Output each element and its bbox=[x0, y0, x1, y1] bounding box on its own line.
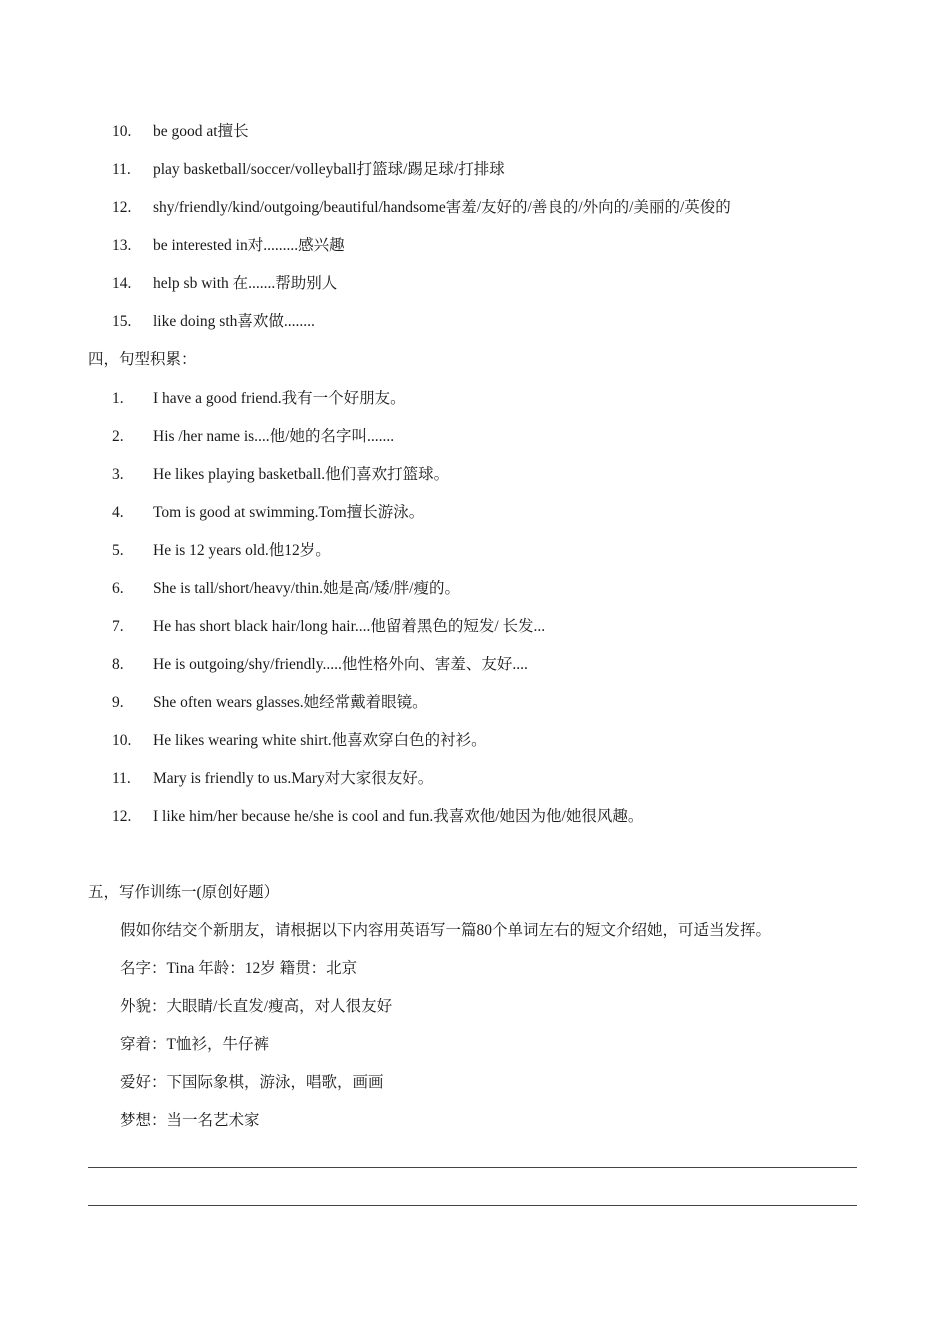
item-number: 1. bbox=[112, 390, 124, 407]
item-text: Mary is friendly to us.Mary对大家很友好。 bbox=[153, 770, 434, 787]
item-text: I like him/her because he/she is cool and fun.我喜欢他/她因为他/她很风趣。 bbox=[153, 808, 644, 825]
item-number: 7. bbox=[112, 618, 124, 635]
detail-dream: 梦想：当一名艺术家 bbox=[120, 1112, 260, 1129]
item-text: I have a good friend.我有一个好朋友。 bbox=[153, 390, 406, 407]
detail-appearance: 外貌：大眼睛/长直发/瘦高，对人很友好 bbox=[120, 998, 393, 1015]
answer-line[interactable] bbox=[88, 1205, 857, 1206]
item-text: Tom is good at swimming.Tom擅长游泳。 bbox=[153, 504, 425, 521]
item-text: be interested in对.........感兴趣 bbox=[153, 237, 345, 254]
item-number: 6. bbox=[112, 580, 124, 597]
item-number: 10. bbox=[112, 123, 132, 140]
item-number: 12. bbox=[112, 808, 132, 825]
item-number: 2. bbox=[112, 428, 124, 445]
item-text: like doing sth喜欢做........ bbox=[153, 313, 315, 330]
item-number: 10. bbox=[112, 732, 132, 749]
item-number: 12. bbox=[112, 199, 132, 216]
item-text: He is outgoing/shy/friendly.....他性格外向、害羞、友好.... bbox=[153, 656, 528, 673]
section-heading: 五，写作训练一(原创好题） bbox=[88, 884, 280, 901]
item-text: She is tall/short/heavy/thin.她是高/矮/胖/瘦的。 bbox=[153, 580, 460, 597]
item-text: help sb with 在.......帮助别人 bbox=[153, 275, 338, 292]
detail-name-age-hometown: 名字：Tina 年龄：12岁 籍贯：北京 bbox=[120, 960, 358, 977]
item-number: 14. bbox=[112, 275, 132, 292]
item-text: play basketball/soccer/volleyball打篮球/踢足球/打排球 bbox=[153, 161, 505, 178]
item-text: His /her name is....他/她的名字叫....... bbox=[153, 428, 395, 445]
item-text: He likes playing basketball.他们喜欢打篮球。 bbox=[153, 466, 450, 483]
item-text: She often wears glasses.她经常戴着眼镜。 bbox=[153, 694, 428, 711]
item-number: 4. bbox=[112, 504, 124, 521]
item-number: 15. bbox=[112, 313, 132, 330]
item-text: He has short black hair/long hair....他留着黑色的短发/ 长发... bbox=[153, 618, 546, 635]
detail-hobbies: 爱好：下国际象棋，游泳，唱歌，画画 bbox=[120, 1074, 384, 1091]
section-heading: 四，句型积累： bbox=[88, 351, 197, 368]
item-text: be good at擅长 bbox=[153, 123, 249, 140]
item-number: 9. bbox=[112, 694, 124, 711]
writing-prompt: 假如你结交个新朋友，请根据以下内容用英语写一篇80个单词左右的短文介绍她，可适当发挥。 bbox=[120, 922, 772, 939]
answer-line[interactable] bbox=[88, 1167, 857, 1168]
item-number: 5. bbox=[112, 542, 124, 559]
item-text: shy/friendly/kind/outgoing/beautiful/handsome害羞/友好的/善良的/外向的/美丽的/英俊的 bbox=[153, 199, 731, 216]
item-text: He likes wearing white shirt.他喜欢穿白色的衬衫。 bbox=[153, 732, 487, 749]
item-number: 3. bbox=[112, 466, 124, 483]
item-text: He is 12 years old.他12岁。 bbox=[153, 542, 331, 559]
item-number: 13. bbox=[112, 237, 132, 254]
detail-clothing: 穿着：T恤衫，牛仔裤 bbox=[120, 1036, 269, 1053]
item-number: 11. bbox=[112, 770, 131, 787]
item-number: 8. bbox=[112, 656, 124, 673]
item-number: 11. bbox=[112, 161, 131, 178]
